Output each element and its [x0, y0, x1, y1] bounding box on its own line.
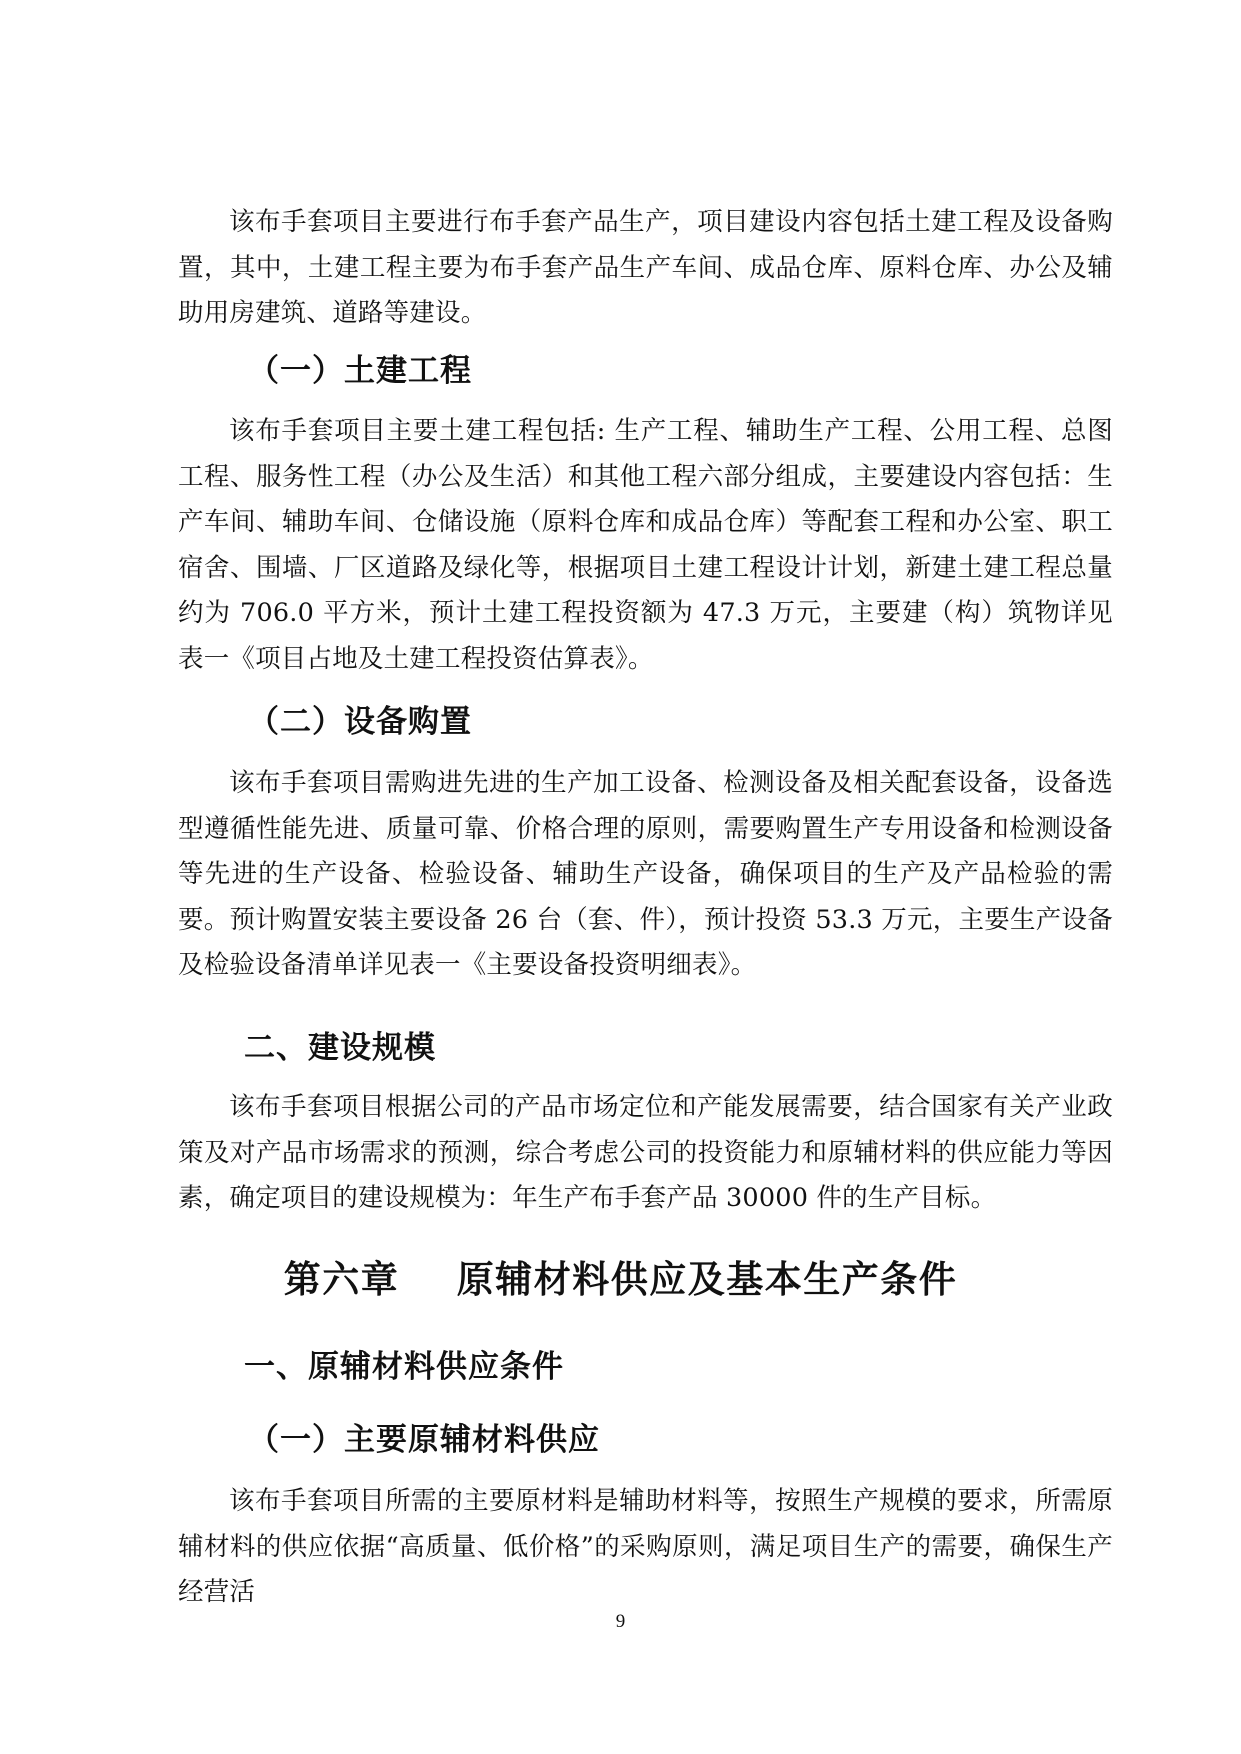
chapter-title: 第六章 原辅材料供应及基本生产条件: [283, 1258, 958, 1301]
equipment-paragraph: 该布手套项目需购进先进的生产加工设备、检测设备及相关配套设备，设备选型遵循性能先进、质量可靠、价格合理的原则，需要购置生产专用设备和检测设备等先进的生产设备、检验设备、辅助生产设备，确保项目的生产及产品检验的需要。预计购置安装主要设备 26 台（套、件），预计投资 53.3 万元，主要生产设备及检验设备清单详见表一《主要设备投资明细表》。: [178, 768, 1113, 980]
equipment-paragraph-block: [178, 761, 1113, 989]
civil-works-paragraph: 该布手套项目主要土建工程包括: 生产工程、辅助生产工程、公用工程、总图工程、服务性工程（办公及生活）和其他工程六部分组成，主要建设内容包括：生产车间、辅助车间、仓储设施（原料仓库和成品仓库）等配套工程和办公室、职工宿舍、围墙、厂区道路及绿化等，根据项目土建工程设计计划，新建土建工程总量约为 706.0 平方米，预计土建工程投资额为 47.3 万元，主要建（构）筑物详见表一《项目占地及土建工程投资估算表》。: [178, 416, 1113, 674]
construction-scale-paragraph-block: [178, 1085, 1113, 1222]
civil-works-paragraph-block: [178, 409, 1113, 682]
intro-paragraph-block: [178, 200, 1113, 337]
section-heading-material-supply: 一、原辅材料供应条件: [244, 1349, 564, 1385]
main-materials-paragraph: 该布手套项目所需的主要原材料是辅助材料等，按照生产规模的要求，所需原辅材料的供应依据“高质量、低价格”的采购原则，满足项目生产的需要，确保生产经营活: [178, 1486, 1113, 1607]
subsection-heading-main-materials: （一）主要原辅材料供应: [248, 1422, 600, 1458]
page-number: 9: [615, 1611, 626, 1632]
section-heading-construction-scale: 二、建设规模: [244, 1030, 436, 1066]
intro-paragraph: 该布手套项目主要进行布手套产品生产，项目建设内容包括土建工程及设备购置，其中，土建工程主要为布手套产品生产车间、成品仓库、原料仓库、办公及辅助用房建筑、道路等建设。: [178, 207, 1113, 328]
section-heading-civil-works: （一）土建工程: [248, 353, 472, 389]
main-materials-paragraph-block: [178, 1479, 1113, 1616]
section-heading-equipment: （二）设备购置: [248, 704, 472, 740]
construction-scale-paragraph: 该布手套项目根据公司的产品市场定位和产能发展需要，结合国家有关产业政策及对产品市场需求的预测，综合考虑公司的投资能力和原辅材料的供应能力等因素，确定项目的建设规模为：年生产布手套产品 30000 件的生产目标。: [178, 1092, 1113, 1213]
